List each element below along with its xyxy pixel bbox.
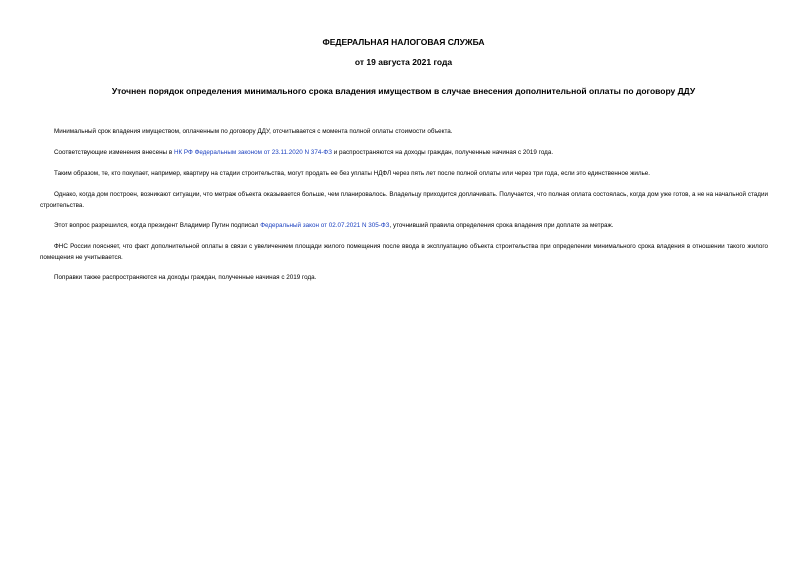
paragraph-1-text: Минимальный срок владения имуществом, оплаченным по договору ДДУ, отсчитывается с момента полной оплаты стоимости объекта.	[54, 128, 453, 135]
organization-heading: ФЕДЕРАЛЬНАЯ НАЛОГОВАЯ СЛУЖБА	[322, 37, 485, 47]
document-title: Уточнен порядок определения минимального срока владения имуществом в случае внесения дополнительной оплаты по договору ДДУ	[111, 86, 696, 96]
document-date: от 19 августа 2021 года	[354, 57, 453, 67]
federal-law-305-link[interactable]: Федеральный закон от 02.07.2021 N 305-ФЗ	[260, 222, 390, 229]
paragraph-5-text-before: Этот вопрос разрешился, когда президент Владимир Путин подписал	[54, 222, 261, 229]
paragraph-7-text: Поправки также распространяются на доходы граждан, полученные начиная с 2019 года.	[54, 274, 317, 281]
paragraph-4	[40, 189, 768, 211]
paragraph-7	[40, 272, 768, 283]
paragraph-2-text-before: Соответствующие изменения внесены в	[54, 149, 174, 156]
paragraph-5-text-after: , уточнивший правила определения срока владения при доплате за метраж.	[389, 222, 614, 229]
paragraph-1	[40, 126, 768, 137]
paragraph-2	[40, 147, 768, 158]
paragraph-2-text-after: и распространяются на доходы граждан, полученные начиная с 2019 года.	[332, 149, 554, 156]
paragraph-6-text: ФНС России поясняет, что факт дополнительной оплаты в связи с увеличением площади жилого помещения после ввода в эксплуатацию объекта строительства при определении минимального срока владения в отношении такого жилого помещения не учитывается.	[40, 243, 768, 261]
paragraph-3	[40, 168, 768, 179]
paragraph-4-text: Однако, когда дом построен, возникают ситуации, что метраж объекта оказывается больше, чем планировалось. Владельцу приходится доплачивать. Получается, что полная оплата состоялась, когда дом уже готов, а не на начальной стадии строительства.	[40, 191, 768, 209]
federal-law-374-link[interactable]: Федеральным законом от 23.11.2020 N 374-ФЗ	[194, 149, 333, 156]
paragraph-3-text: Таким образом, те, кто покупает, например, квартиру на стадии строительства, могут продать ее без уплаты НДФЛ через пять лет после полной оплаты или через три года, если это единственное жилье.	[54, 170, 651, 177]
paragraph-6	[40, 241, 768, 263]
nk-rf-link[interactable]: НК РФ	[173, 149, 193, 156]
paragraph-5	[40, 220, 768, 231]
